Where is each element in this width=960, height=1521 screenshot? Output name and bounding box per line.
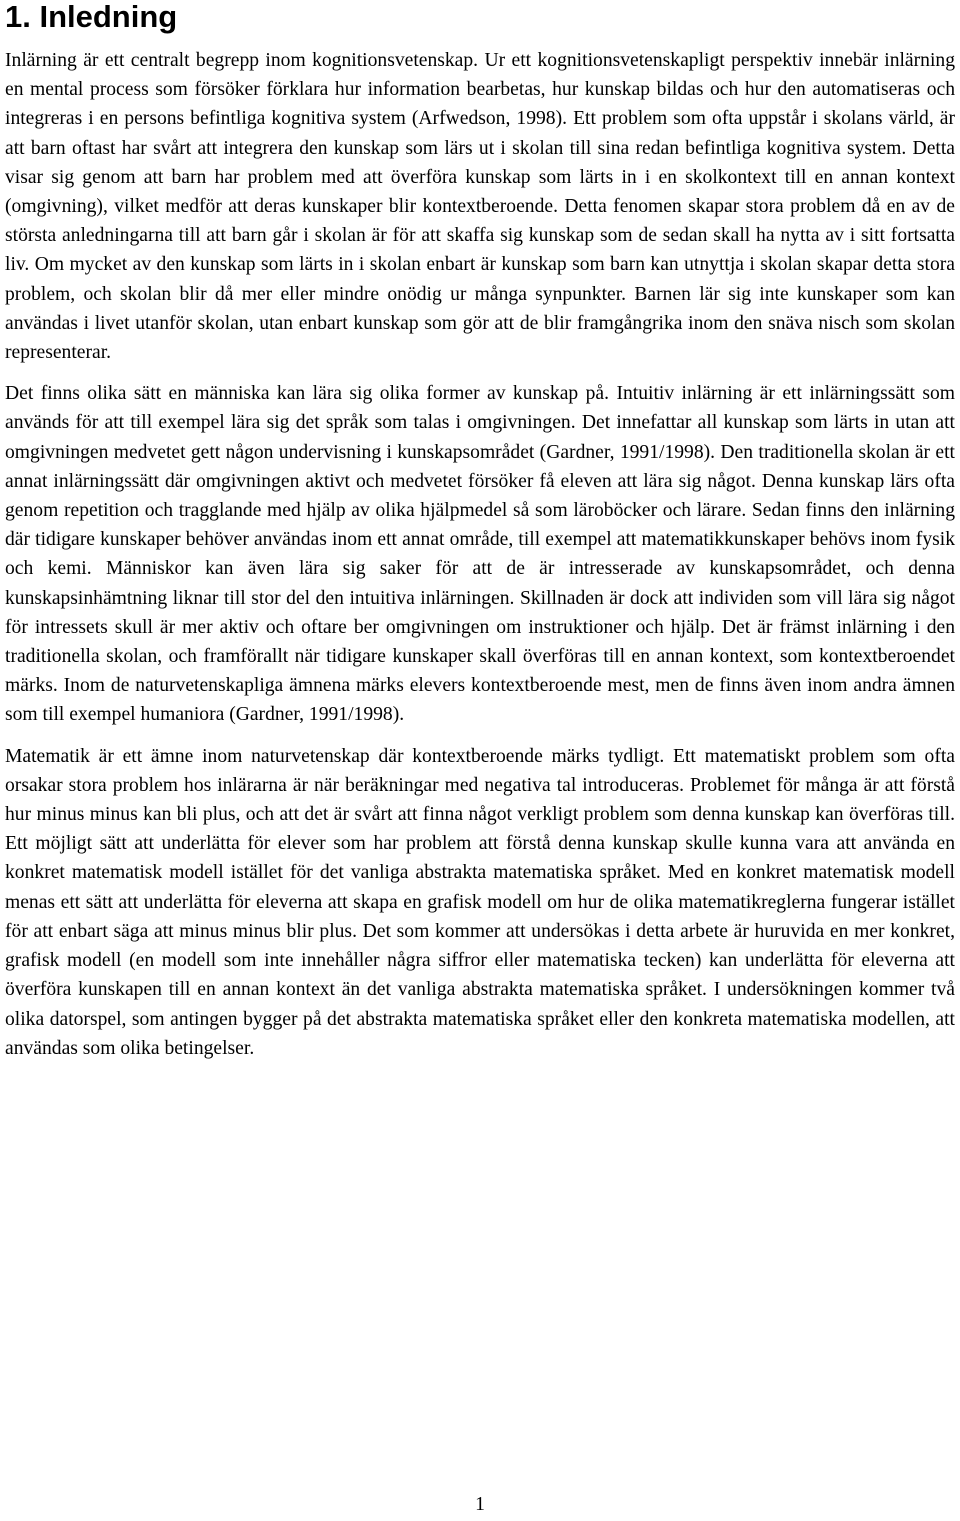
paragraph-2: Det finns olika sätt en människa kan lära sig olika former av kunskap på. Intuitiv inlärning är ett inlärningssätt som används för att till exempel lära sig det språk som talas i omgivningen. Det innefattar all kunskap som lärts in utan att omgivningen medvetet gett någon undervisning i kunskapsområdet (Gardner, 1991/1998). Den traditionella skolan är ett annat inlärningssätt där omgivningen aktivt och medvetet försöker få eleven att lära sig något. Denna kunskap lärs ofta genom repetition och tragglande med hjälp av olika hjälpmedel så som läroböcker och lärare. Sedan finns den inlärning där tidigare kunskaper behöver användas inom ett annat område, till exempel att matematikkunskaper behövs inom fysik och kemi. Människor kan även lära sig saker för att de är intresserade av kunskapsområdet, och denna kunskapsinhämtning liknar till stor del den intuitiva inlärningen. Skillnaden är dock att individen som vill lära sig något för intressets skull är mer aktiv och oftare ber omgivningen om instruktioner och hjälp. Det är främst inlärning i den traditionella skolan, och framförallt när tidigare kunskaper skall överföras till en annan kontext, som kontextberoendet märks. Inom de naturvetenskapliga ämnena märks elevers kontextberoende mest, men de finns även inom andra ämnen som till exempel humaniora (Gardner, 1991/1998). — [5, 383, 955, 726]
paragraph-1: Inlärning är ett centralt begrepp inom kognitionsvetenskap. Ur ett kognitionsvetenskapligt perspektiv innebär inlärning en mental process som försöker förklara hur information bearbetas, hur kunskap bildas och hur den automatiseras och integreras i en persons befintliga kognitiva system (Arfwedson, 1998). Ett problem som ofta uppstår i skolans värld, är att barn oftast har svårt att integrera den kunskap som lärs ut i skolan till sina redan befintliga kognitiva system. Detta visar sig genom att barn har problem med att överföra kunskap som lärts in i en skolkontext till en annan kontext (omgivning), vilket medför att deras kunskaper blir kontextberoende. Detta fenomen skapar stora problem då en av de största anledningarna till att barn går i skolan är för att skaffa sig kunskap som de sedan skall ha nytta av i sitt fortsatta liv. Om mycket av den kunskap som lärts in i skolan enbart är kunskap som barn kan utnyttja i skolan skapar detta stora problem, och skolan blir då mer eller mindre onödig ur många synpunkter. Barnen lär sig inte kunskaper som kan användas i livet utanför skolan, utan enbart kunskap som gör att de blir framgångrika inom den snäva nisch som skolan representerar. — [5, 50, 955, 364]
section-heading: 1. Inledning — [5, 0, 178, 34]
paragraph-3: Matematik är ett ämne inom naturvetenskap där kontextberoende märks tydligt. Ett matematiskt problem som ofta orsakar stora problem hos inlärarna är när beräkningar med negativa tal introduceras. Problemet för många är att förstå hur minus minus kan bli plus, och att det är svårt att finna något verkligt problem som denna kunskap kan överföras till. Ett möjligt sätt att underlätta för elever som har problem att förstå denna kunskap skulle kunna vara att använda en konkret matematisk modell istället för det vanliga abstrakta matematiska språket. Med en konkret matematisk modell menas ett sätt att underlätta för eleverna att skapa en grafisk modell om hur de olika matematikreglerna fungerar istället för att enbart säga att minus minus blir plus. Det som kommer att undersökas i detta arbete är huruvida en mer konkret, grafisk modell (en modell som inte innehåller några siffror eller matematiska tecken) kan underlätta för eleverna att överföra kunskapen till en annan kontext än det vanliga abstrakta matematiska språket. I undersökningen kommer två olika datorspel, som antingen bygger på det abstrakta matematiska språket eller den konkreta matematiska modellen, att användas som olika betingelser. — [5, 745, 955, 1059]
page-number: 1 — [475, 1494, 485, 1515]
document-page — [5, 0, 955, 1075]
